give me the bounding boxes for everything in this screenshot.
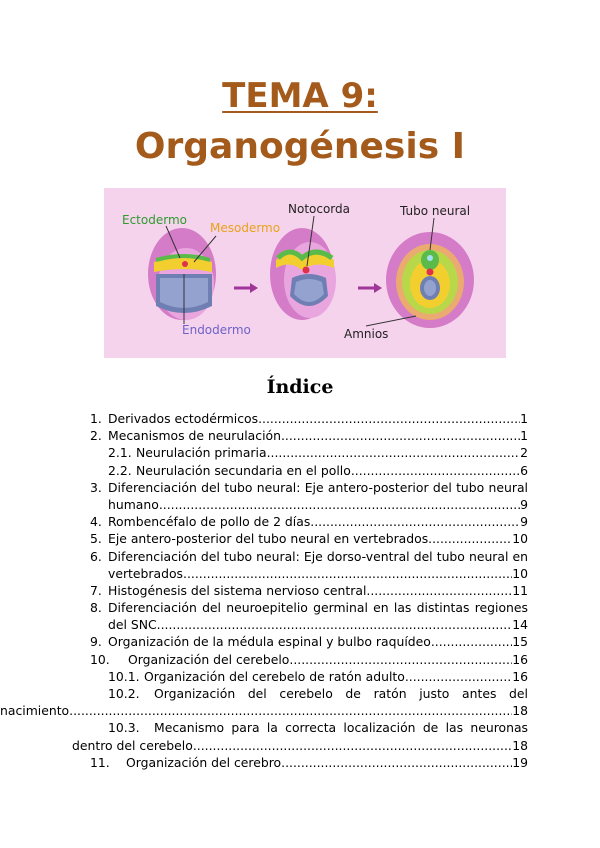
toc-text: Histogénesis del sistema nervioso central [108, 582, 367, 598]
toc-text: Organización del cerebelo de ratón adulto [144, 668, 405, 684]
toc-number: 11. [90, 754, 110, 770]
toc-page: 16 [512, 668, 528, 684]
arrow-2 [358, 283, 382, 293]
toc-number: 8. [90, 600, 102, 616]
toc-number: 2.1. [108, 445, 132, 461]
toc-text-continued: humano [108, 496, 159, 512]
toc-text: Derivados ectodérmicos [108, 411, 259, 426]
toc-text-continued: vertebrados [108, 565, 183, 581]
toc-entry[interactable] [72, 462, 528, 479]
neurulation-figure [104, 188, 506, 358]
toc-leader [310, 513, 520, 530]
toc-page: 10 [512, 565, 528, 581]
toc-page: 1 [520, 411, 528, 426]
toc-page: 11 [512, 582, 528, 598]
toc-page: 19 [512, 754, 528, 770]
toc-leader [431, 633, 512, 650]
toc-page: 18 [512, 737, 528, 753]
label-amnios: Amnios [344, 327, 389, 341]
toc-text: Diferenciación del neuroepitelio germinal en las distintas regiones [108, 600, 528, 616]
toc-entry[interactable] [72, 530, 528, 547]
toc-page: 6 [520, 462, 528, 478]
title-line-2: Organogénesis I [134, 126, 466, 167]
toc-entry[interactable] [72, 754, 528, 771]
toc-text-continued: nacimiento [0, 703, 70, 719]
toc-text: Neurulación secundaria en el pollo [136, 462, 351, 478]
toc-text: Organización del cerebro [126, 754, 282, 770]
toc-entry[interactable] [72, 548, 528, 582]
toc-text: Mecanismos de neurulación [108, 428, 281, 444]
toc-text: Diferenciación del tubo neural: Eje antero-posterior del tubo neural [108, 479, 528, 495]
toc-entry[interactable] [72, 668, 528, 685]
toc-number: 10.2. [108, 686, 140, 701]
label-mesodermo: Mesodermo [210, 221, 281, 235]
toc-text: Eje antero-posterior del tubo neural en vertebrados [108, 531, 429, 547]
toc-entry[interactable] [72, 427, 528, 444]
toc-number: 4. [90, 514, 102, 530]
toc-page: 2 [520, 445, 528, 461]
table-of-contents [0, 410, 528, 771]
stage-1-embryo [148, 228, 216, 320]
arrow-1 [234, 283, 258, 293]
label-ectodermo: Ectodermo [122, 213, 187, 227]
toc-number: 2.2. [108, 462, 132, 478]
toc-page: 14 [512, 617, 528, 633]
toc-number: 3. [90, 479, 102, 495]
toc-entry[interactable] [72, 582, 528, 599]
toc-number: 10.1. [108, 668, 140, 684]
toc-leader [281, 427, 520, 444]
toc-leader [281, 754, 512, 771]
toc-leader [267, 444, 521, 461]
toc-page: 18 [512, 703, 528, 719]
toc-number: 5. [90, 531, 102, 547]
toc-text: Rombencéfalo de pollo de 2 días [108, 514, 311, 530]
toc-entry[interactable] [72, 479, 528, 513]
toc-entry[interactable] [72, 719, 528, 753]
toc-leader [183, 565, 512, 582]
toc-text: Organización del cerebelo [128, 651, 290, 667]
toc-text-continued: dentro del cerebelo [72, 737, 193, 753]
label-notocorda: Notocorda [288, 202, 350, 216]
stage-2-embryo [270, 228, 336, 320]
toc-text: Mecanismo para la correcta localización de las neuronas [154, 720, 528, 736]
toc-number: 1. [90, 411, 102, 426]
index-heading: Índice [266, 376, 334, 398]
toc-leader [159, 496, 520, 513]
toc-entry[interactable] [0, 685, 528, 719]
toc-leader [428, 530, 512, 547]
label-endodermo: Endodermo [182, 323, 251, 337]
toc-number: 10. [90, 651, 110, 667]
neurulation-diagram [104, 188, 506, 358]
toc-leader [157, 616, 513, 633]
toc-entry[interactable] [72, 513, 528, 530]
toc-page: 10 [512, 531, 528, 547]
toc-number: 10.3. [108, 720, 140, 736]
toc-text: Organización de la médula espinal y bulbo raquídeo [108, 634, 431, 650]
toc-text: Diferenciación del tubo neural: Eje dorso-ventral del tubo neural en [108, 548, 528, 564]
toc-number: 6. [90, 548, 102, 564]
toc-leader [289, 651, 512, 668]
toc-text: Neurulación primaria [136, 445, 267, 461]
toc-page: 1 [520, 428, 528, 444]
label-tubo-neural: Tubo neural [400, 204, 471, 218]
toc-entry[interactable] [72, 633, 528, 650]
toc-page: 16 [512, 651, 528, 667]
toc-number: 7. [90, 582, 102, 598]
toc-leader [351, 462, 520, 479]
toc-leader [69, 702, 512, 719]
toc-number: 2. [90, 428, 102, 444]
toc-entry[interactable] [72, 651, 528, 668]
toc-entry[interactable] [72, 444, 528, 461]
toc-leader [193, 737, 512, 754]
toc-leader [258, 410, 520, 427]
toc-leader [405, 668, 512, 685]
toc-page: 9 [520, 496, 528, 512]
toc-leader [366, 582, 512, 599]
toc-entry[interactable] [72, 410, 528, 427]
toc-number: 9. [90, 634, 102, 650]
toc-page: 15 [512, 634, 528, 650]
toc-text: Organización del cerebelo de ratón justo antes del [154, 686, 528, 701]
toc-text-continued: del SNC [108, 617, 157, 633]
toc-page: 9 [520, 514, 528, 530]
title-line-1: TEMA 9: [222, 76, 378, 116]
toc-entry[interactable] [72, 599, 528, 633]
